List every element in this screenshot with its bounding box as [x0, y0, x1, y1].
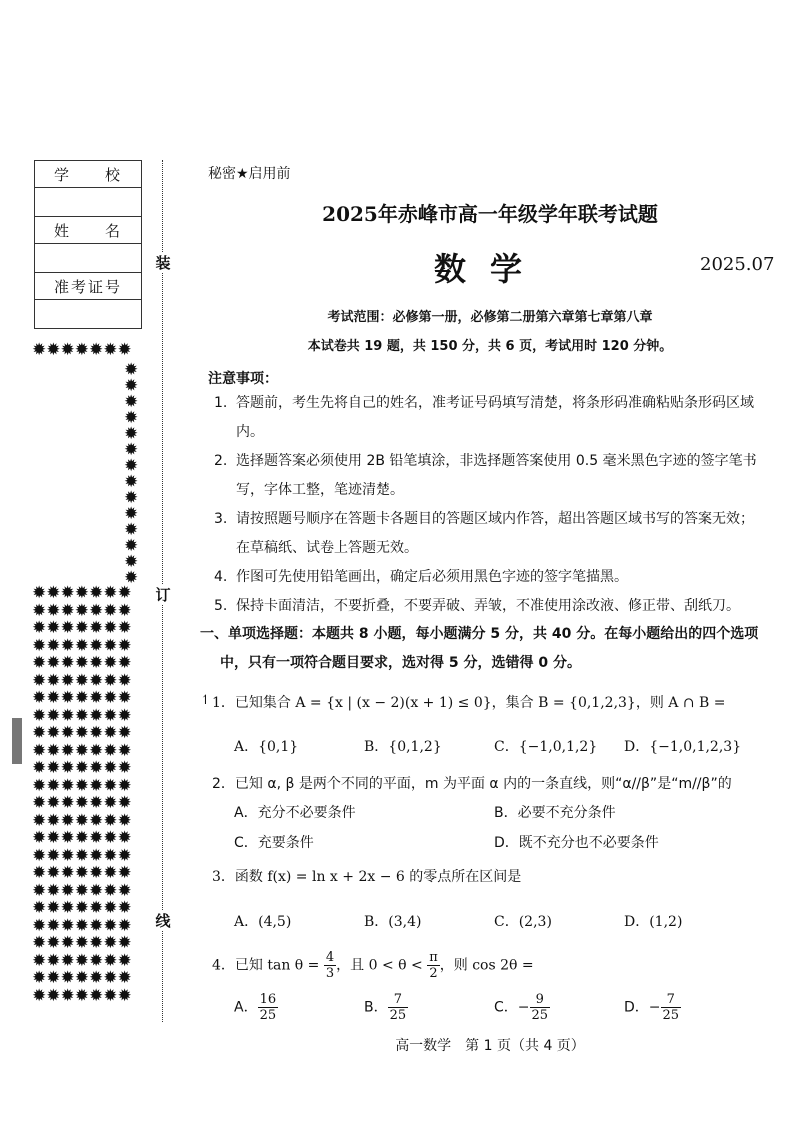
section-text-cont: 中，只有一项符合题目要求，选对得 5 分，选错得 0 分。: [220, 655, 581, 671]
question-3-option-b[interactable]: [364, 911, 421, 931]
numerator: 16: [259, 992, 277, 1007]
question-text: 4．已知 tan θ =: [212, 957, 320, 974]
note-item: [214, 505, 774, 563]
question-text: ，且 0 < θ <: [336, 957, 423, 974]
exam-date: 2025.07: [700, 254, 775, 275]
question-3-stem: [212, 866, 772, 886]
note-number: 4.: [214, 569, 228, 585]
numerator: 4: [325, 950, 335, 965]
note-number: 2.: [214, 453, 228, 469]
option-label: B．: [364, 999, 388, 1016]
question-2-option-c[interactable]: C．充要条件: [234, 835, 314, 851]
option-text: B．{0,1,2}: [364, 739, 442, 755]
seal-pattern-block: ✹✹✹✹✹✹✹ ✹✹✹✹✹✹✹ ✹✹✹✹✹✹✹ ✹✹✹✹✹✹✹ ✹✹✹✹✹✹✹ ✹✹✹✹✹✹✹ ✹✹✹✹✹✹✹ ✹✹✹✹✹✹✹ ✹✹✹✹✹✹✹ ✹✹✹✹✹✹✹ ✹✹✹✹✹✹✹ ✹✹✹✹✹✹✹ ✹✹✹✹✹✹✹ ✹✹✹✹✹✹✹ ✹✹✹✹✹✹✹ ✹✹✹✹✹✹✹ ✹✹✹✹✹✹✹ ✹✹✹✹✹✹✹ ✹✹✹✹✹✹✹ ✹✹✹✹✹✹✹ ✹✹✹✹✹✹✹ ✹✹✹✹✹✹✹ ✹✹✹✹✹✹✹ ✹✹✹✹✹✹✹: [32, 585, 132, 1006]
binding-char-xian: 线: [153, 910, 173, 931]
section-text: 一、单项选择题：本题共 8 小题，每小题满分 5 分，共 40 分。在每小题给出的四个选项: [200, 626, 759, 642]
option-label: A．: [234, 999, 258, 1016]
name-field[interactable]: [35, 244, 141, 273]
note-text: 保持卡面清洁，不要折叠，不要弄破、弄皱，不准使用涂改液、修正带、刮纸刀。: [236, 598, 740, 614]
note-number: 5.: [214, 598, 228, 614]
seal-pattern-right: ✹ ✹ ✹ ✹ ✹ ✹ ✹ ✹ ✹ ✹ ✹ ✹ ✹ ✹: [124, 362, 139, 588]
page-footer: 高一数学 第 1 页（共 4 页）: [395, 1038, 585, 1054]
exam-scope: 考试范围：必修第一册，必修第二册第六章第七章第八章: [327, 310, 653, 325]
scan-edge-mark: [12, 718, 22, 764]
note-text: 答题前，考生先将自己的姓名，准考证号码填写清楚，将条形码准确粘贴条形码区域: [236, 395, 754, 411]
option-sign: −: [517, 999, 530, 1016]
name-label: 姓 名: [35, 217, 141, 244]
denominator: 25: [531, 1008, 549, 1023]
question-4-option-a[interactable]: [234, 992, 278, 1023]
fraction: [530, 992, 551, 1023]
fraction: [661, 992, 682, 1023]
question-1-option-b[interactable]: [364, 736, 442, 756]
fraction: [388, 992, 409, 1023]
denominator: 3: [325, 966, 335, 981]
question-4-option-d[interactable]: [624, 992, 681, 1023]
denominator: 25: [662, 1008, 680, 1023]
note-text: 作图可先使用铅笔画出，确定后必须用黑色字迹的签字笔描黑。: [236, 569, 628, 585]
exam-number-label: 准考证号: [35, 273, 141, 300]
option-text: A．{0,1}: [234, 739, 299, 755]
question-2-stem: [212, 773, 772, 793]
note-text: 请按照题号顺序在答题卡各题目的答题区域内作答，超出答题区域书写的答案无效；: [236, 511, 754, 527]
question-2-option-a[interactable]: A．充分不必要条件: [234, 805, 356, 821]
student-info-box: [34, 160, 142, 329]
numerator: 9: [530, 992, 551, 1008]
option-sign: −: [648, 999, 661, 1016]
fraction: [427, 950, 440, 981]
note-item: [214, 592, 774, 621]
fraction: [258, 992, 279, 1023]
school-field[interactable]: [35, 188, 141, 217]
exam-summary: 本试卷共 19 题，共 150 分，共 6 页，考试用时 120 分钟。: [307, 339, 673, 354]
subject-title: 数学: [433, 250, 546, 288]
note-item: [214, 563, 774, 592]
question-1-option-c[interactable]: [494, 736, 597, 756]
option-text: D．(1,2): [624, 914, 683, 930]
fraction: [324, 950, 336, 981]
question-4-stem: [212, 950, 772, 981]
note-text-cont: 写，字体工整，笔迹清楚。: [236, 482, 404, 498]
confidential-label: 秘密★启用前: [208, 166, 291, 182]
option-text: D．{−1,0,1,2,3}: [624, 739, 742, 755]
question-text: ，则 cos 2θ =: [439, 957, 534, 974]
option-label: C．: [494, 999, 518, 1016]
option-text: C．(2,3): [494, 914, 552, 930]
notes-heading: 注意事项：: [208, 371, 278, 387]
binding-char-zhuang: 装: [153, 252, 173, 273]
exam-number-field[interactable]: [35, 300, 141, 328]
numerator: 7: [661, 992, 682, 1008]
note-text-cont: 在草稿纸、试卷上答题无效。: [236, 540, 418, 556]
denominator: 25: [259, 1008, 277, 1023]
question-1-option-a[interactable]: [234, 736, 298, 756]
question-3-option-a[interactable]: [234, 911, 291, 931]
question-3-option-d[interactable]: [624, 911, 682, 931]
question-1-stem: [212, 692, 772, 712]
numerator: π: [429, 950, 438, 965]
question-4-option-c[interactable]: [494, 992, 550, 1023]
school-label: 学 校: [35, 161, 141, 188]
question-text: 2．已知 α, β 是两个不同的平面，m 为平面 α 内的一条直线，则“α//β”是“m//β”的: [212, 776, 732, 792]
question-1-option-d[interactable]: [624, 736, 741, 756]
note-number: 1.: [214, 395, 228, 411]
note-number: 3.: [214, 511, 228, 527]
option-label: D．: [624, 999, 649, 1016]
option-text: A．(4,5): [234, 914, 292, 930]
question-text: 3．函数 f(x) = ln x + 2x − 6 的零点所在区间是: [212, 869, 522, 885]
question-text: 1．已知集合 A = {x | (x − 2)(x + 1) ≤ 0}，集合 B = {0,1,2,3}，则 A ∩ B =: [212, 695, 726, 711]
denominator: 2: [429, 966, 438, 981]
numerator: 7: [388, 992, 409, 1008]
option-text: C．{−1,0,1,2}: [494, 739, 598, 755]
binding-char-ding: 订: [153, 584, 173, 605]
note-item: [214, 447, 774, 505]
exam-title: 2025年赤峰市高一年级学年联考试题: [322, 202, 658, 226]
question-4-option-b[interactable]: [364, 992, 408, 1023]
section-heading: [200, 620, 780, 678]
margin-mark: ↿: [200, 693, 211, 708]
option-text: B．(3,4): [364, 914, 422, 930]
note-text-cont: 内。: [236, 424, 264, 440]
seal-pattern-top: ✹✹✹✹✹✹✹: [32, 342, 132, 360]
note-text: 选择题答案必须使用 2B 铅笔填涂，非选择题答案使用 0.5 毫米黑色字迹的签字笔书: [236, 453, 757, 469]
denominator: 25: [389, 1008, 407, 1023]
question-2-option-b[interactable]: B．必要不充分条件: [494, 805, 616, 821]
note-item: [214, 389, 774, 447]
question-2-option-d[interactable]: D．既不充分也不必要条件: [494, 835, 659, 851]
question-3-option-c[interactable]: [494, 911, 552, 931]
